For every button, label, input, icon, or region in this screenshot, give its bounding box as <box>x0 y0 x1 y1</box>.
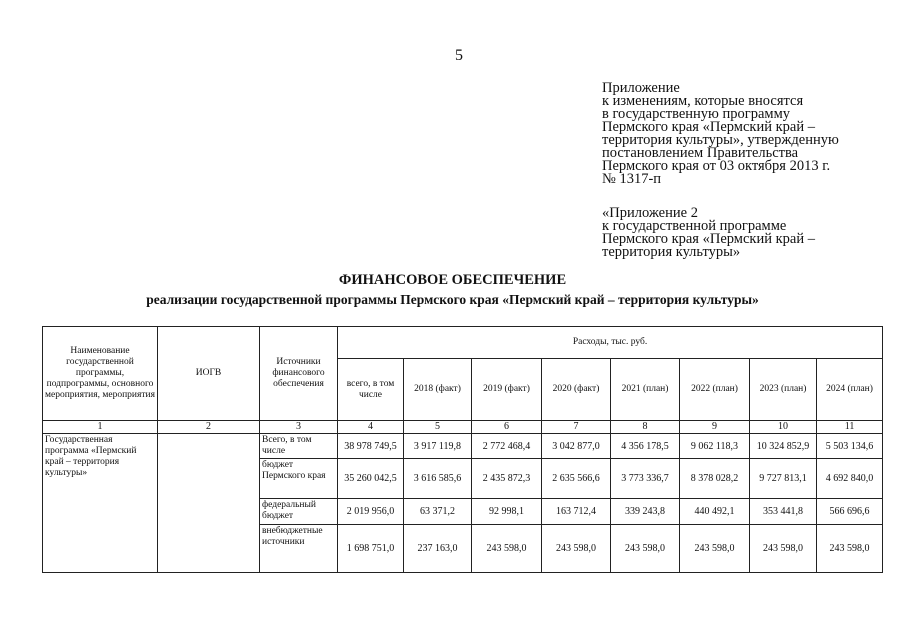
value-cell: 243 598,0 <box>472 525 542 573</box>
value-cell: 2 435 872,3 <box>472 459 542 499</box>
document-subtitle: реализации государственной программы Пермского края «Пермский край – территория культуры» <box>146 292 759 307</box>
value-cell: 2 635 566,6 <box>542 459 611 499</box>
value-cell: 5 503 134,6 <box>817 434 883 459</box>
header-year-total: всего, в том числе <box>338 359 404 421</box>
column-number: 9 <box>680 421 750 434</box>
value-cell: 9 062 118,3 <box>680 434 750 459</box>
column-number: 10 <box>750 421 817 434</box>
column-number: 3 <box>260 421 338 434</box>
header-year: 2023 (план) <box>750 359 817 421</box>
program-name: Государственная программа «Пермский край – территория культуры» <box>43 434 158 573</box>
value-cell: 3 917 119,8 <box>404 434 472 459</box>
document-title: ФИНАНСОВОЕ ОБЕСПЕЧЕНИЕ <box>338 272 567 288</box>
value-cell: 3 616 585,6 <box>404 459 472 499</box>
value-cell: 4 692 840,0 <box>817 459 883 499</box>
table-row <box>43 434 883 459</box>
value-cell: 237 163,0 <box>404 525 472 573</box>
column-number: 2 <box>158 421 260 434</box>
appendix2-line: Пермского края «Пермский край – <box>602 231 815 247</box>
column-number: 11 <box>817 421 883 434</box>
value-cell: 243 598,0 <box>680 525 750 573</box>
value-cell: 2 019 956,0 <box>338 499 404 525</box>
column-number: 7 <box>542 421 611 434</box>
value-cell: 92 998,1 <box>472 499 542 525</box>
value-cell: 440 492,1 <box>680 499 750 525</box>
header-year: 2018 (факт) <box>404 359 472 421</box>
value-cell: 63 371,2 <box>404 499 472 525</box>
header-year: 2021 (план) <box>611 359 680 421</box>
appendix2-line: к государственной программе <box>602 218 787 234</box>
value-cell: 163 712,4 <box>542 499 611 525</box>
value-cell: 243 598,0 <box>542 525 611 573</box>
source-cell: бюджет Пермского края <box>260 459 338 499</box>
appendix2-note <box>602 207 902 259</box>
header-year: 2024 (план) <box>817 359 883 421</box>
appendix-line: территория культуры», утвержденную <box>602 132 839 148</box>
source-cell: федеральный бюджет <box>260 499 338 525</box>
iogv-cell <box>158 434 260 573</box>
header-year: 2020 (факт) <box>542 359 611 421</box>
source-cell: внебюджетные источники <box>260 525 338 573</box>
header-sources: Источники финансового обеспечения <box>260 327 338 421</box>
header-expenses: Расходы, тыс. руб. <box>338 327 883 359</box>
source-cell: Всего, в том числе <box>260 434 338 459</box>
page-number: 5 <box>455 47 463 64</box>
appendix-line: Пермского края от 03 октября 2013 г. <box>602 158 831 174</box>
header-year: 2022 (план) <box>680 359 750 421</box>
appendix-line: постановлением Правительства <box>602 145 799 161</box>
value-cell: 9 727 813,1 <box>750 459 817 499</box>
value-cell: 3 042 877,0 <box>542 434 611 459</box>
value-cell: 1 698 751,0 <box>338 525 404 573</box>
appendix-line: к изменениям, которые вносятся <box>602 93 804 109</box>
value-cell: 353 441,8 <box>750 499 817 525</box>
value-cell: 566 696,6 <box>817 499 883 525</box>
value-cell: 243 598,0 <box>817 525 883 573</box>
column-number: 1 <box>43 421 158 434</box>
column-number: 6 <box>472 421 542 434</box>
value-cell: 38 978 749,5 <box>338 434 404 459</box>
appendix-note <box>602 82 902 186</box>
financing-table <box>42 326 883 573</box>
value-cell: 243 598,0 <box>750 525 817 573</box>
value-cell: 10 324 852,9 <box>750 434 817 459</box>
value-cell: 3 773 336,7 <box>611 459 680 499</box>
value-cell: 8 378 028,2 <box>680 459 750 499</box>
header-year: 2019 (факт) <box>472 359 542 421</box>
value-cell: 4 356 178,5 <box>611 434 680 459</box>
value-cell: 2 772 468,4 <box>472 434 542 459</box>
appendix-line: в государственную программу <box>602 106 791 122</box>
column-number: 4 <box>338 421 404 434</box>
value-cell: 339 243,8 <box>611 499 680 525</box>
appendix2-line: территория культуры» <box>602 244 741 260</box>
appendix-line: № 1317-п <box>602 171 662 187</box>
value-cell: 243 598,0 <box>611 525 680 573</box>
header-name: Наименование государственной программы, подпрограммы, основного мероприятия, мероприятия <box>43 327 158 421</box>
column-number: 8 <box>611 421 680 434</box>
value-cell: 35 260 042,5 <box>338 459 404 499</box>
column-number: 5 <box>404 421 472 434</box>
header-iogv: ИОГВ <box>158 327 260 421</box>
appendix2-line: «Приложение 2 <box>602 205 698 221</box>
appendix-line: Приложение <box>602 80 680 96</box>
appendix-line: Пермского края «Пермский край – <box>602 119 815 135</box>
